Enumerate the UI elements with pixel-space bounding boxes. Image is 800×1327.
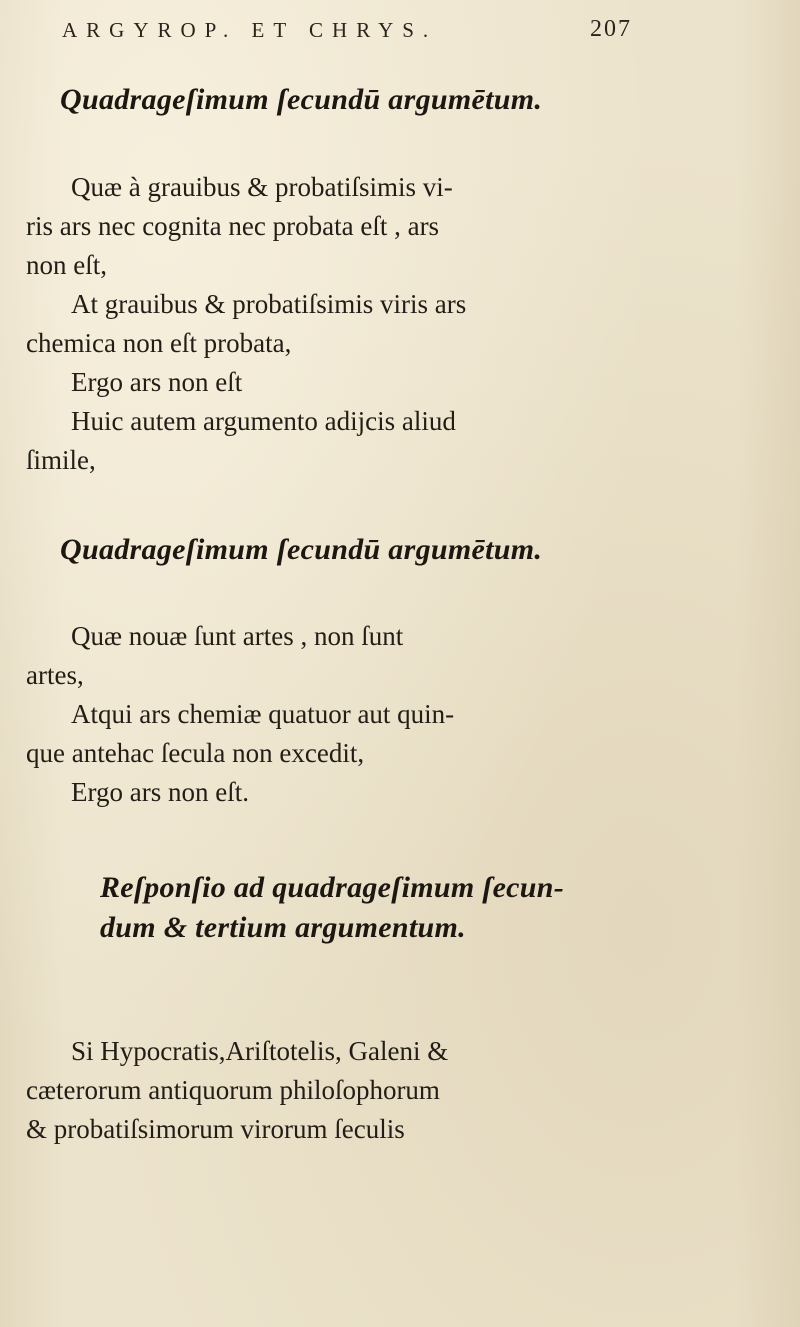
text-line: ſimile, xyxy=(26,445,96,475)
heading-line: dum & tertium argumentum. xyxy=(100,911,466,944)
text-line: Quæ nouæ ſunt artes , non ſunt xyxy=(71,621,404,651)
text-line: Si Hypocratis,Ariſtotelis, Galeni & xyxy=(71,1036,449,1066)
text-line: chemica non eſt probata, xyxy=(26,328,292,358)
text-line: & probatiſsimorum virorum ſeculis xyxy=(26,1114,405,1144)
text-line: ris ars nec cognita nec probata eſt , ars xyxy=(26,211,440,241)
text-line: artes, xyxy=(26,660,84,690)
text-block xyxy=(26,617,766,812)
text-line: non eſt, xyxy=(26,250,107,280)
text-line: Quæ à grauibus & probatiſsimis vi- xyxy=(71,172,453,202)
running-head xyxy=(62,18,632,48)
section-heading: Quadrageſimum ſecundū argumētum. xyxy=(60,533,543,566)
text-block xyxy=(26,168,766,480)
text-line: Huic autem argumento adijcis aliud xyxy=(71,406,456,436)
response-heading xyxy=(60,868,564,948)
page-number: 207 xyxy=(590,16,632,42)
text-block xyxy=(26,1032,766,1149)
text-line: Ergo ars non eſt. xyxy=(71,777,249,807)
text-line: cæterorum antiquorum philoſophorum xyxy=(26,1075,440,1105)
text-line: Atqui ars chemiæ quatuor aut quin- xyxy=(71,699,455,729)
text-line: At grauibus & probatiſsimis viris ars xyxy=(71,289,467,319)
running-head-title: ARGYROP. ET CHRYS. xyxy=(62,18,438,42)
heading-line: Reſponſio ad quadrageſimum ſecun- xyxy=(100,871,565,904)
section-heading: Quadrageſimum ſecundū argumētum. xyxy=(60,83,543,116)
text-line: Ergo ars non eſt xyxy=(71,367,243,397)
text-line: que antehac ſecula non excedit, xyxy=(26,738,365,768)
